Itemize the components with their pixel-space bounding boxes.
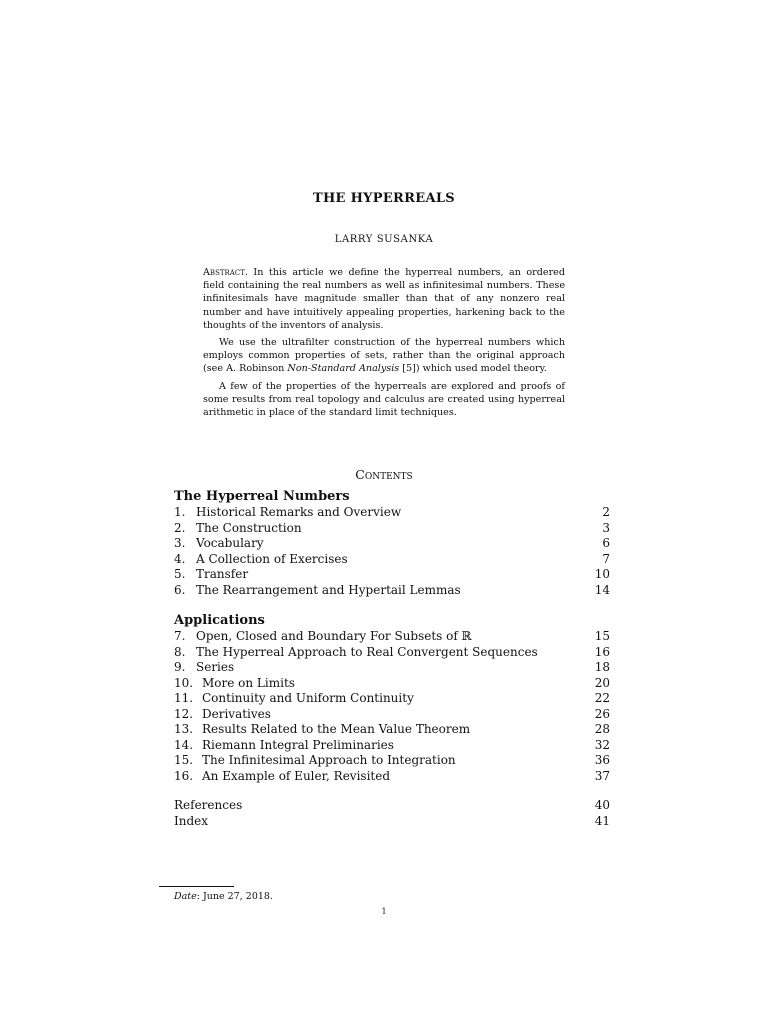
abstract-paragraph-2 [203,336,565,376]
toc-entry-page: 6 [602,536,610,550]
toc-entry-title: The Rearrangement and Hypertail Lemmas [196,582,461,597]
toc-entry-title: The Hyperreal Approach to Real Convergent Sequences [196,644,538,659]
toc-entry-page: 32 [594,737,610,752]
toc-entry-page: 22 [594,691,610,705]
toc-entry-page: 28 [594,722,610,736]
toc-entry [174,676,610,692]
toc-entry [174,521,610,537]
toc-entry-number: 2. [174,520,186,535]
toc-entry-title: An Example of Euler, Revisited [202,768,391,783]
toc-backmatter [174,798,610,829]
toc-entry [174,583,610,599]
toc-entry-page: 37 [594,768,610,783]
toc-entry-page: 15 [594,629,610,643]
toc-entry-number: 11. [174,691,194,705]
toc-entry-page: 40 [594,798,610,812]
toc-part-title: Applications [174,613,265,628]
toc-entry-page: 3 [602,520,610,535]
toc-entry-page: 18 [594,660,610,674]
toc-entry-page: 2 [602,505,610,519]
abstract-text-2b: [5]) which used model theory. [399,363,547,375]
toc-entry-page: 41 [594,813,610,828]
author-name: LARRY SUSANKA [334,234,434,245]
toc-entry-number: 12. [174,706,194,721]
toc-entry [174,769,610,785]
toc-entry [174,505,610,521]
abstract-text-2a: We use the ultrafilter construction of the hyperreal numbers which employs common properties of sets, rather than the original approach (see A. Robinson [203,337,565,375]
toc-entry-number: 1. [174,505,186,519]
toc-entry [174,645,610,661]
toc-entry [174,552,610,568]
toc-entry-page: 36 [594,753,610,767]
abstract-text-1: In this article we define the hyperreal numbers, an ordered field containing the real numbers as well as infinitesimal numbers. These infinitesimals have magnitude smaller than that of any nonzero real number and have intuitively appealing properties, harkening back to the thoughts of the inventors of analysis. [203,267,565,331]
contents-heading: Contents [355,467,413,482]
footnote-text: : June 27, 2018. [196,891,273,902]
toc-entry-number: 6. [174,582,186,597]
toc-entry-title: A Collection of Exercises [196,551,348,566]
abstract-italic-ref: Non-Standard Analysis [287,363,400,375]
footnote [174,891,273,902]
toc-entry-title: Derivatives [202,706,271,721]
toc-entry-page: 20 [594,675,610,690]
toc-entry-number: 3. [174,536,186,550]
toc-entry-page: 14 [594,582,610,597]
abstract-paragraph-3: A few of the properties of the hyperreals are explored and proofs of some results from real topology and calculus are created using hyperreal arithmetic in place of the standard limit techniques. [203,380,565,419]
toc-entry-number: 13. [174,722,194,736]
toc-entry [174,707,610,723]
toc-entry [174,691,610,707]
toc-entry-number: 7. [174,629,186,643]
toc-entry [174,814,610,830]
toc-entry [174,536,610,552]
page-number: 1 [381,907,387,916]
footnote-rule [159,886,234,887]
toc-entry-title: Continuity and Uniform Continuity [202,691,414,705]
toc-entry-number: 4. [174,551,186,566]
toc-entry-title: References [174,798,243,812]
toc-entry-title: Index [174,813,209,828]
toc-entry-title: The Infinitesimal Approach to Integration [202,753,456,767]
toc-entry-title: Historical Remarks and Overview [196,505,402,519]
abstract-paragraph-1 [203,266,565,332]
toc-entry [174,629,610,645]
toc-entry-title: Transfer [196,567,249,581]
toc-entry-number: 8. [174,644,186,659]
toc-entry-title: Open, Closed and Boundary For Subsets of ℝ [196,629,472,643]
toc-entry [174,660,610,676]
toc-entry-title: Series [196,660,235,674]
toc-entry-number: 9. [174,660,186,674]
toc-part-2 [174,613,610,784]
toc-entry [174,798,610,814]
toc-entry [174,738,610,754]
toc-entry-page: 16 [594,644,610,659]
toc-entry-title: Results Related to the Mean Value Theorem [202,722,471,736]
toc-entry-number: 14. [174,737,194,752]
toc-entry-page: 7 [602,551,610,566]
toc-entry [174,722,610,738]
toc-entry-title: Vocabulary [196,536,264,550]
abstract [203,266,565,423]
toc-entry-title: More on Limits [202,675,295,690]
toc-entry-page: 10 [594,567,610,581]
toc-part-1 [174,489,610,598]
toc-part-title: The Hyperreal Numbers [174,489,350,504]
toc-entry-number: 16. [174,768,194,783]
toc-entry-number: 10. [174,675,194,690]
toc-entry-title: The Construction [196,520,302,535]
footnote-label: Date [174,891,197,902]
toc-entry [174,567,610,583]
toc-entry-number: 5. [174,567,186,581]
toc-entry [174,753,610,769]
toc-entry-title: Riemann Integral Preliminaries [202,737,394,752]
abstract-label: Abstract. [203,267,248,278]
toc-entry-number: 15. [174,753,194,767]
toc-entry-page: 26 [594,706,610,721]
paper-title: THE HYPERREALS [313,191,455,206]
